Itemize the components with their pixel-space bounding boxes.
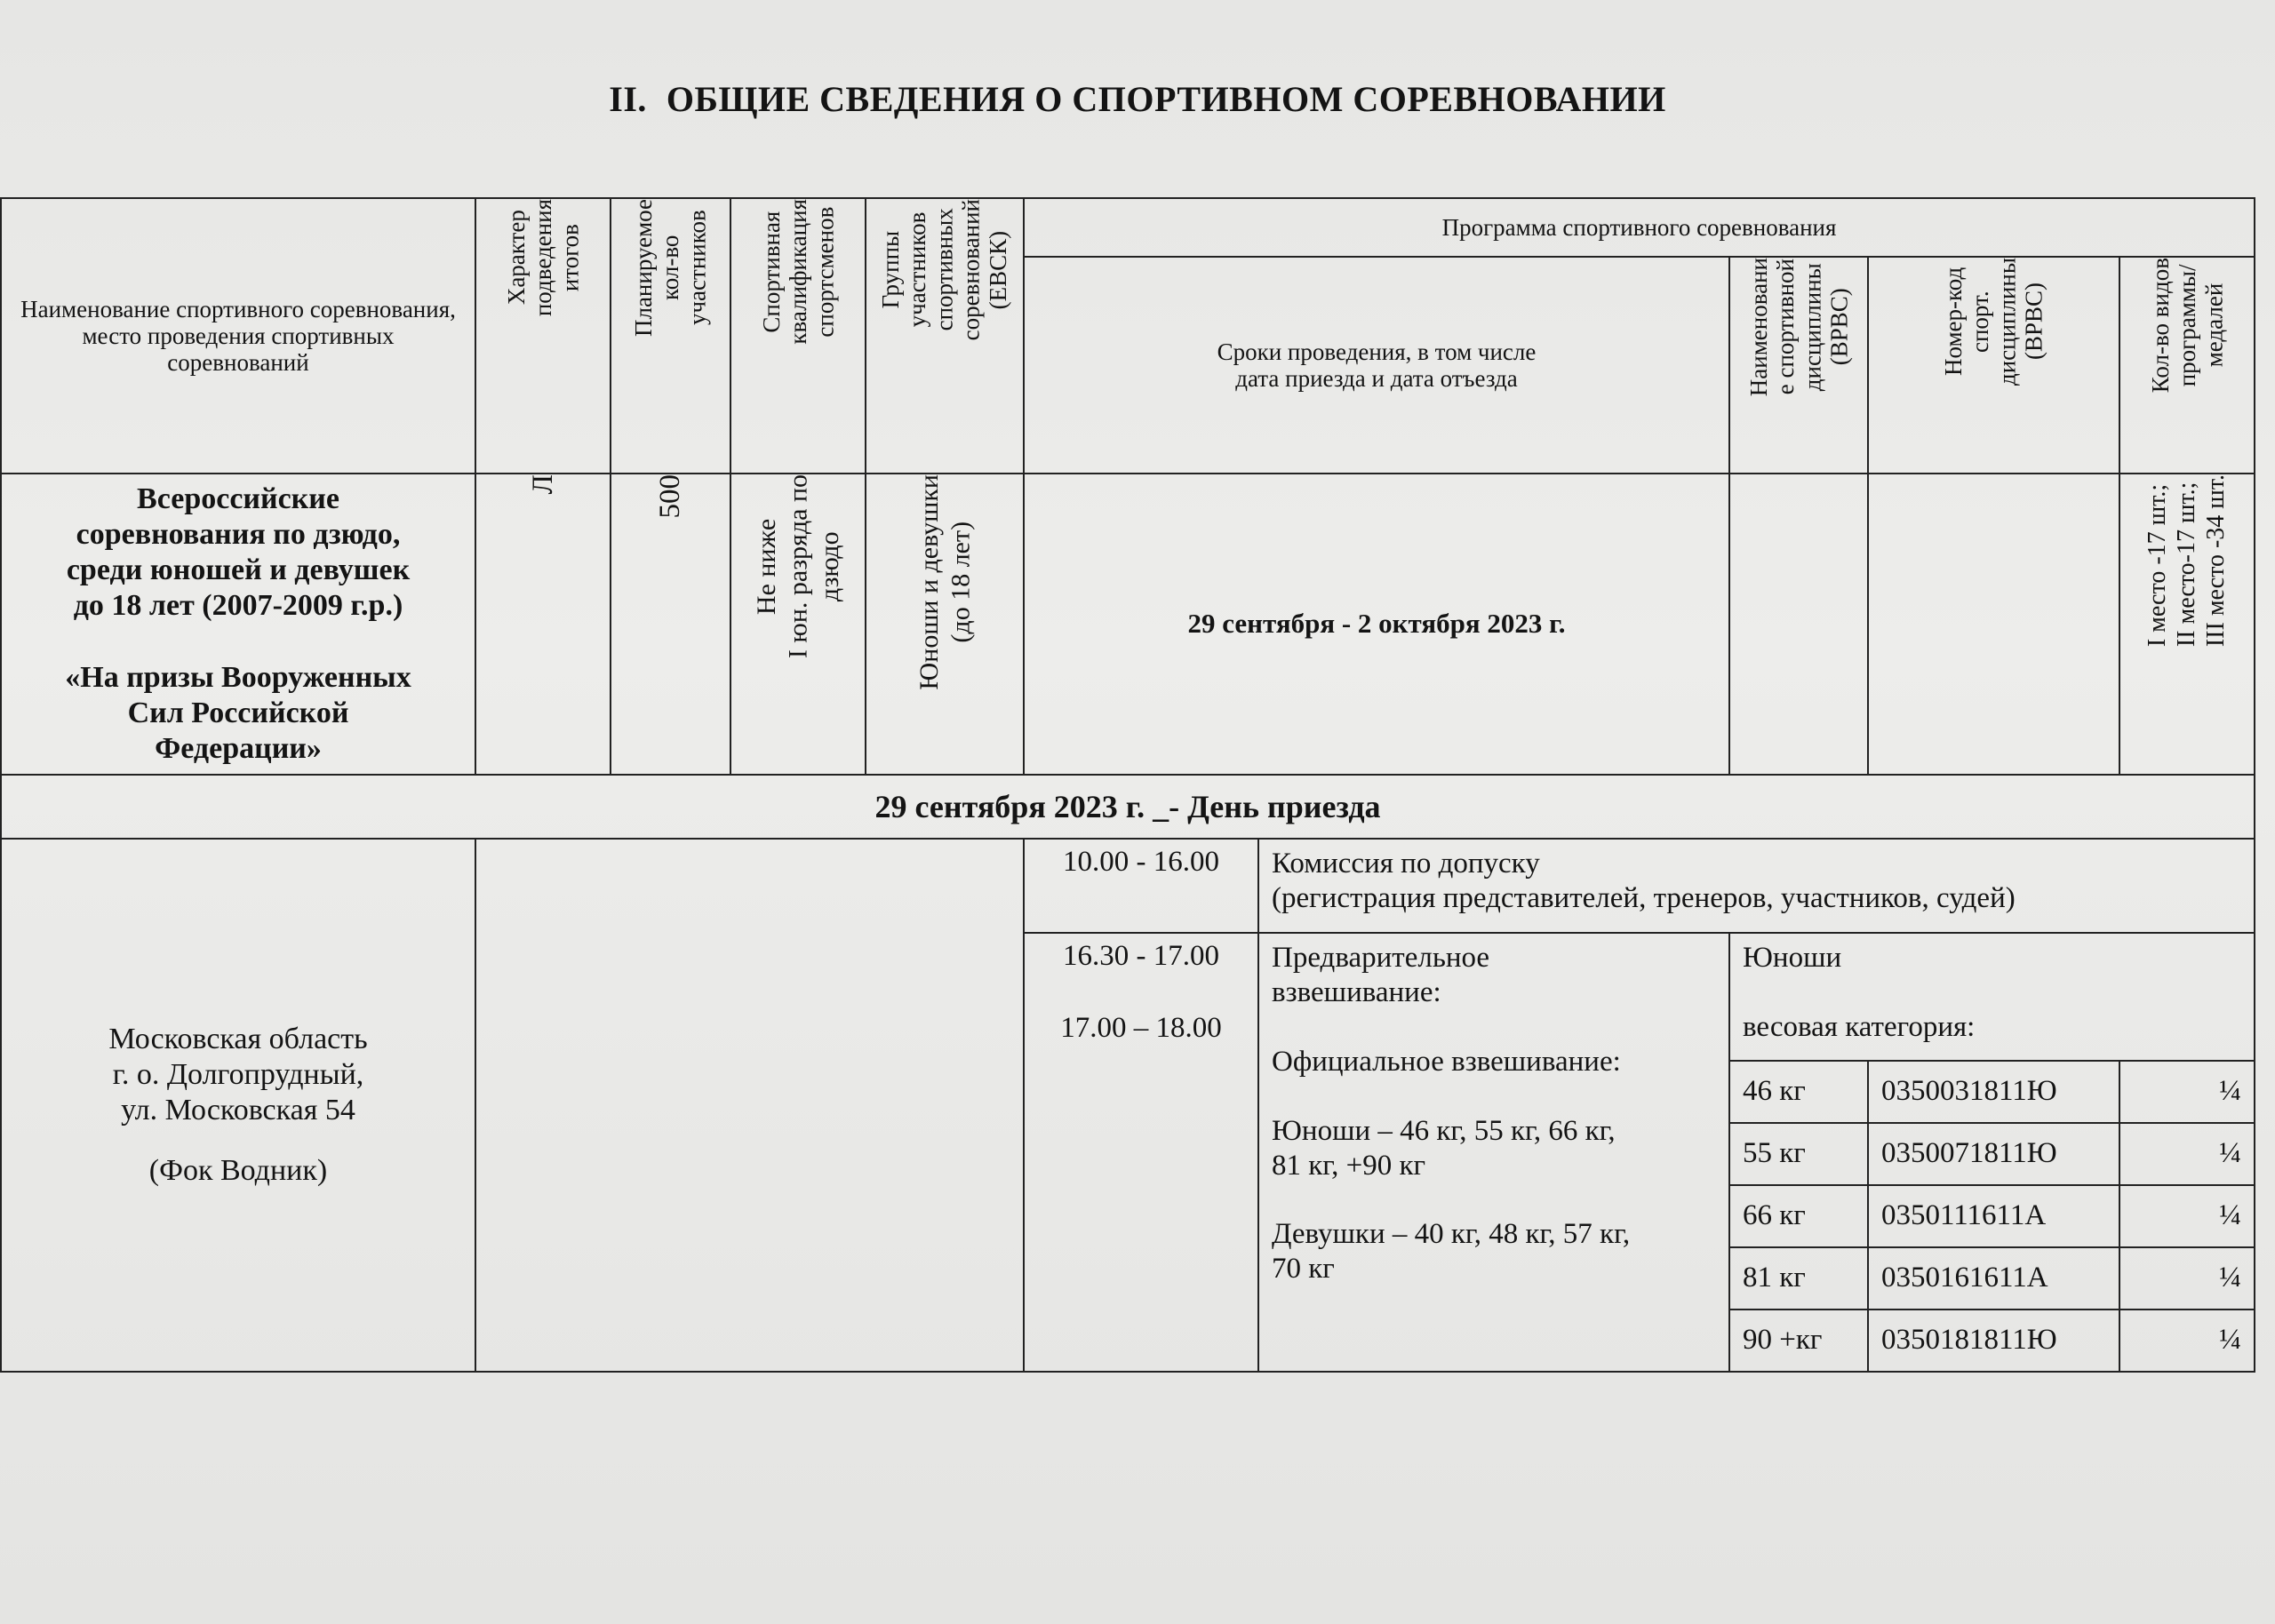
medal-fraction: ¼ <box>2119 1185 2255 1247</box>
competition-discipline-code <box>1868 474 2119 775</box>
discipline-code: 0350181811Ю <box>1868 1310 2119 1372</box>
header-discipline-name: Наименовани е спортивной дисциплины (ВРВС) <box>1729 257 1868 474</box>
competition-discipline-name <box>1729 474 1868 775</box>
schedule-time-2 <box>1024 933 1258 1372</box>
competition-planned-count: 500 <box>611 474 730 775</box>
schedule-event-1: Комиссия по допуску (регистрация представителей, тренеров, участников, судей) <box>1258 839 2255 933</box>
discipline-code: 0350161611А <box>1868 1247 2119 1310</box>
competition-medals: I место -17 шт.; II место-17 шт.; III место -34 шт. <box>2119 474 2255 775</box>
weight-category: 81 кг <box>1729 1247 1868 1310</box>
weight-category: 90 +кг <box>1729 1310 1868 1372</box>
competition-name: Всероссийские соревнования по дзюдо, среди юношей и девушек до 18 лет (2007-2009 г.р.) «На призы Вооруженных Сил Российской Федерации» <box>1 474 475 775</box>
competition-qualification: Не ниже I юн. разряда по дзюдо <box>730 474 866 775</box>
schedule-time-2b: 17.00 – 18.00 <box>1060 1011 1222 1044</box>
header-qualification: Спортивная квалификация спортсменов <box>730 198 866 474</box>
weight-category: 55 кг <box>1729 1123 1868 1185</box>
discipline-code: 0350071811Ю <box>1868 1123 2119 1185</box>
weight-category: 46 кг <box>1729 1061 1868 1123</box>
boys-weight-label: Юноши весовая категория: <box>1729 933 2255 1061</box>
header-name-place: Наименование спортивного соревнования, место проведения спортивных соревнований <box>1 198 475 474</box>
discipline-code: 0350111611А <box>1868 1185 2119 1247</box>
competition-dates: 29 сентября - 2 октября 2023 г. <box>1024 474 1729 775</box>
competition-results-character: Л <box>475 474 611 775</box>
venue-name: (Фок Водник) <box>148 1153 328 1187</box>
medal-fraction: ¼ <box>2119 1123 2255 1185</box>
medal-fraction: ¼ <box>2119 1247 2255 1310</box>
header-dates: Сроки проведения, в том числе дата приезда и дата отъезда <box>1024 257 1729 474</box>
header-program: Программа спортивного соревнования <box>1024 198 2255 257</box>
section-number: II. <box>609 79 647 119</box>
empty-schedule-cell <box>475 839 1024 1372</box>
header-groups: Группы участников спортивных соревнований (ЕВСК) <box>866 198 1024 474</box>
competition-groups: Юноши и девушки (до 18 лет) <box>866 474 1024 775</box>
header-planned-count: Планируемое кол-во участников <box>611 198 730 474</box>
competition-table <box>0 197 2255 1373</box>
venue-cell <box>1 839 475 1372</box>
discipline-code: 0350031811Ю <box>1868 1061 2119 1123</box>
day-arrival-row: 29 сентября 2023 г. _- День приезда <box>1 775 2255 839</box>
section-title: ОБЩИЕ СВЕДЕНИЯ О СПОРТИВНОМ СОРЕВНОВАНИИ <box>666 79 1666 119</box>
medal-fraction: ¼ <box>2119 1061 2255 1123</box>
weight-category: 66 кг <box>1729 1185 1868 1247</box>
schedule-event-2: Предварительное взвешивание: Официальное взвешивание: Юноши – 46 кг, 55 кг, 66 кг, 81 кг, +90 кг Девушки – 40 кг, 48 кг, 57 кг, 70 кг <box>1258 933 1729 1372</box>
header-medals-count: Кол-во видов программы/ медалей <box>2119 257 2255 474</box>
page-title <box>0 78 2275 120</box>
schedule-time-1: 10.00 - 16.00 <box>1024 839 1258 933</box>
medal-fraction: ¼ <box>2119 1310 2255 1372</box>
schedule-time-2a: 16.30 - 17.00 <box>1063 939 1219 972</box>
venue-address: Московская область г. о. Долгопрудный, ул. Московская 54 <box>108 1022 368 1126</box>
header-discipline-code: Номер-код спорт. дисциплины (ВРВС) <box>1868 257 2119 474</box>
header-results-character: Характер подведения итогов <box>475 198 611 474</box>
